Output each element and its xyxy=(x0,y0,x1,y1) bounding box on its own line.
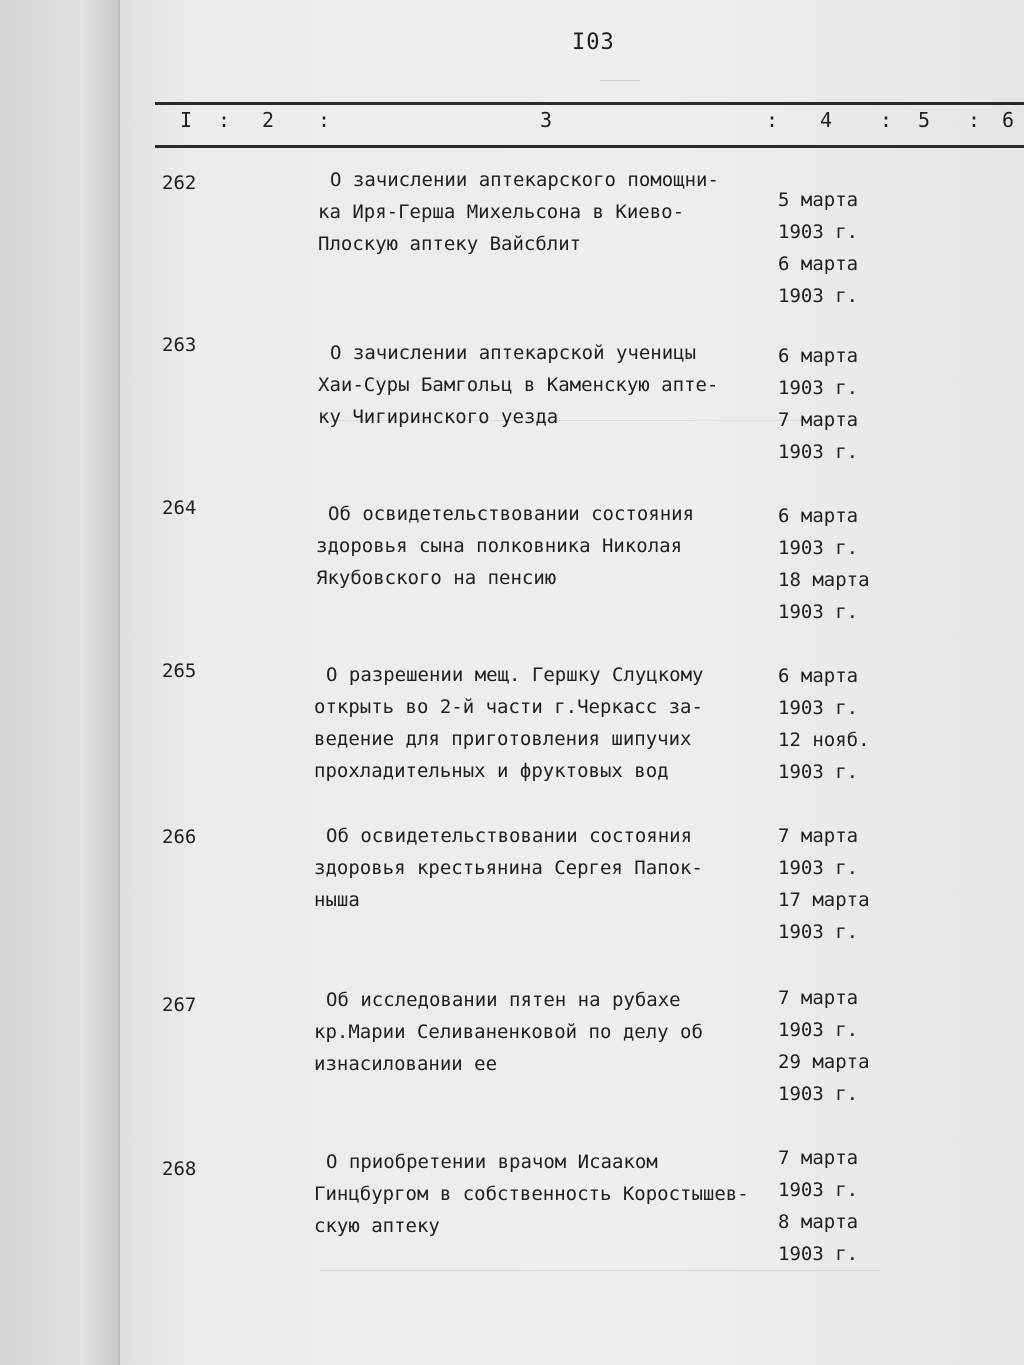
date-line: 12 нояб. xyxy=(778,729,870,751)
entry-description xyxy=(314,1146,796,1242)
entry-description xyxy=(318,337,800,433)
bleed-through-mark xyxy=(320,1270,880,1331)
date-line: 1903 г. xyxy=(778,221,859,243)
entry-number: 264 xyxy=(162,497,197,519)
description-line: открыть во 2-й части г.Черкасс за- xyxy=(314,696,703,718)
entry-dates xyxy=(778,820,938,948)
description-line: ка Иря-Герша Михельсона в Киево- xyxy=(318,201,685,223)
description-line: кр.Марии Селиваненковой по делу об xyxy=(314,1021,703,1043)
date-line: 7 марта xyxy=(778,825,859,847)
date-line: 1903 г. xyxy=(778,921,859,943)
description-line: Плоскую аптеку Вайсблит xyxy=(318,233,582,255)
entry-number: 268 xyxy=(162,1158,197,1180)
description-line: Якубовского на пенсию xyxy=(316,567,557,589)
date-line: 6 марта xyxy=(778,505,859,527)
date-line: 1903 г. xyxy=(778,601,859,623)
date-line: 1903 г. xyxy=(778,537,859,559)
date-line: 1903 г. xyxy=(778,857,859,879)
description-line: О зачислении аптекарской ученицы xyxy=(330,342,697,364)
date-line: 1903 г. xyxy=(778,1019,859,1041)
entry-number: 267 xyxy=(162,994,197,1016)
header-separator: : xyxy=(318,108,331,132)
page-number: I03 xyxy=(572,30,615,55)
date-line: 7 марта xyxy=(778,409,859,431)
description-line: Об освидетельствовании состояния xyxy=(328,503,695,525)
date-line: 1903 г. xyxy=(778,1243,859,1265)
entry-number: 263 xyxy=(162,334,197,356)
description-line: О зачислении аптекарского помощни- xyxy=(330,169,719,191)
entry-number: 266 xyxy=(162,826,197,848)
header-col-5: 5 xyxy=(918,108,931,132)
bleed-through-mark xyxy=(600,62,640,81)
description-line: здоровья сына полковника Николая xyxy=(316,535,683,557)
entry-dates xyxy=(778,500,938,628)
header-col-1: I xyxy=(180,108,193,132)
entry-dates xyxy=(778,982,938,1110)
header-separator: : xyxy=(968,108,981,132)
date-line: 1903 г. xyxy=(778,377,859,399)
header-col-2: 2 xyxy=(262,108,275,132)
date-line: 17 марта xyxy=(778,889,870,911)
entry-dates xyxy=(778,340,938,468)
date-line: 18 марта xyxy=(778,569,870,591)
header-separator: : xyxy=(218,108,231,132)
header-col-3: 3 xyxy=(540,108,553,132)
entry-description xyxy=(314,820,796,916)
entry-number: 265 xyxy=(162,660,197,682)
entry-dates xyxy=(778,1142,938,1270)
description-line: О приобретении врачом Исааком xyxy=(326,1151,658,1173)
header-rule-top xyxy=(155,102,1024,105)
date-line: 1903 г. xyxy=(778,1083,859,1105)
entry-dates xyxy=(778,184,938,312)
header-rule-bottom xyxy=(155,145,1024,148)
date-line: 7 марта xyxy=(778,1147,859,1169)
left-page-edge xyxy=(0,0,120,1365)
description-line: ку Чигиринского уезда xyxy=(318,406,559,428)
date-line: 6 марта xyxy=(778,665,859,687)
date-line: 1903 г. xyxy=(778,285,859,307)
header-separator: : xyxy=(880,108,893,132)
entry-description xyxy=(318,164,800,260)
entry-dates xyxy=(778,660,938,788)
date-line: 1903 г. xyxy=(778,1179,859,1201)
description-line: скую аптеку xyxy=(314,1215,440,1237)
header-col-4: 4 xyxy=(820,108,833,132)
date-line: 5 марта xyxy=(778,189,859,211)
date-line: 29 марта xyxy=(778,1051,870,1073)
description-line: ныша xyxy=(314,889,360,911)
header-separator: : xyxy=(766,108,779,132)
description-line: Об исследовании пятен на рубахе xyxy=(326,989,681,1011)
description-line: изнасиловании ее xyxy=(314,1053,498,1075)
description-line: О разрешении мещ. Гершку Слуцкому xyxy=(326,664,704,686)
description-line: здоровья крестьянина Сергея Папок- xyxy=(314,857,703,879)
entry-description xyxy=(316,498,798,594)
entry-description xyxy=(314,984,796,1080)
date-line: 6 марта xyxy=(778,345,859,367)
date-line: 7 марта xyxy=(778,987,859,1009)
entry-number: 262 xyxy=(162,172,197,194)
date-line: 1903 г. xyxy=(778,761,859,783)
description-line: Гинцбургом в собственность Коростышев- xyxy=(314,1183,749,1205)
date-line: 8 марта xyxy=(778,1211,859,1233)
description-line: Хаи-Суры Бамгольц в Каменскую апте- xyxy=(318,374,719,396)
date-line: 6 марта xyxy=(778,253,859,275)
description-line: ведение для приготовления шипучих xyxy=(314,728,692,750)
description-line: Об освидетельствовании состояния xyxy=(326,825,693,847)
description-line: прохладительных и фруктовых вод xyxy=(314,760,669,782)
date-line: 1903 г. xyxy=(778,697,859,719)
date-line: 1903 г. xyxy=(778,441,859,463)
header-col-6: 6 xyxy=(1002,108,1015,132)
entry-description xyxy=(314,659,796,787)
